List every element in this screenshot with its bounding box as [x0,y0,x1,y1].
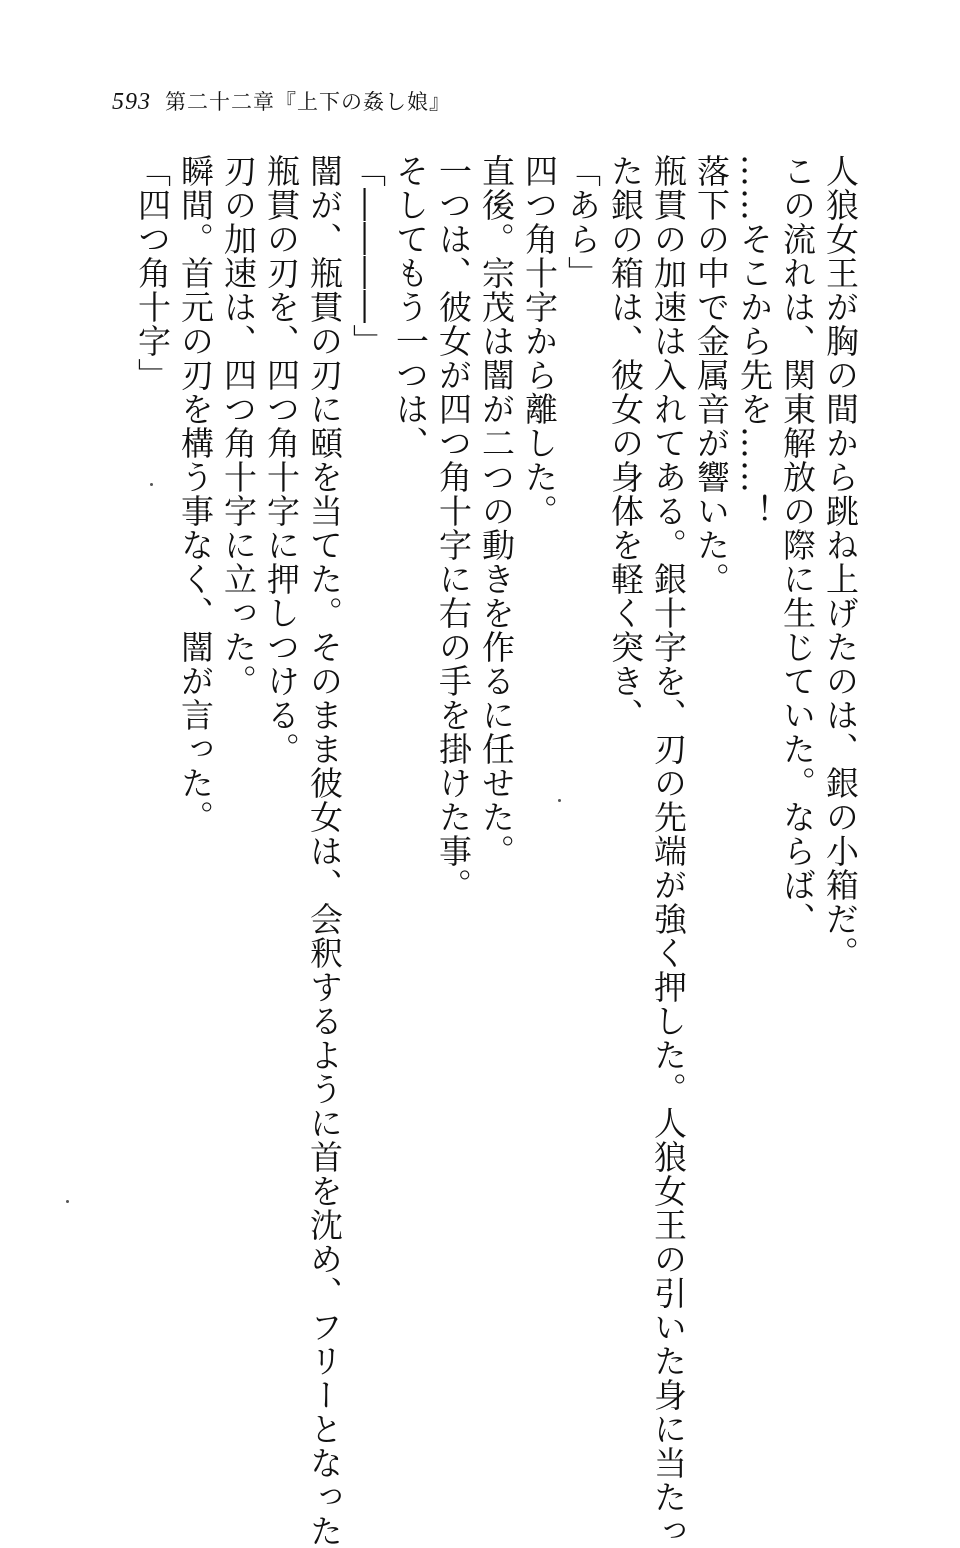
text-line: 四つ角十字から離した。 [520,154,559,528]
page-number: 593 [112,89,151,115]
text-line: 落下の中で金属音が響いた。 [692,154,731,596]
text-line: 刃の加速は、四つ角十字に立った。 [219,154,258,698]
chapter-title: 第二十二章『上下の姦し娘』 [165,90,451,114]
text-line: 瞬間。首元の刃を構う事なく、闇が言った。 [176,154,215,834]
text-line: この流れは、関東解放の際に生じていた。ならば、 [778,154,817,936]
text-line: 「四つ角十字」 [133,154,172,392]
text-line: 瓶貫の刃を、四つ角十字に押しつける。 [262,154,301,766]
text-line: 「――――」 [348,154,387,358]
running-header [112,86,451,116]
text-line: 瓶貫の加速は入れてある。銀十字を、刃の先端が強く押した。人狼女王の引いた身に当たっ [649,154,688,1548]
text-line: 一つは、彼女が四つ角十字に右の手を掛けた事。 [434,154,473,902]
scan-speck [66,1200,69,1203]
text-line: 闇が、瓶貫の刃に頤を当てた。そのまま彼女は、会釈するように首を沈め、フリーとなった [305,154,344,1548]
text-line: 直後。宗茂は闇が二つの動きを作るに任せた。 [477,154,516,868]
scan-speck [150,483,153,486]
text-line: 人狼女王が胸の間から跳ね上げたのは、銀の小箱だ。 [821,154,860,970]
text-line: ……そこから先を……！ [735,154,774,528]
text-line: そしてもう一つは、 [391,154,430,460]
text-line: 「あら」 [563,154,602,290]
scan-speck [558,799,561,802]
text-line: た銀の箱は、彼女の身体を軽く突き、 [606,154,645,732]
